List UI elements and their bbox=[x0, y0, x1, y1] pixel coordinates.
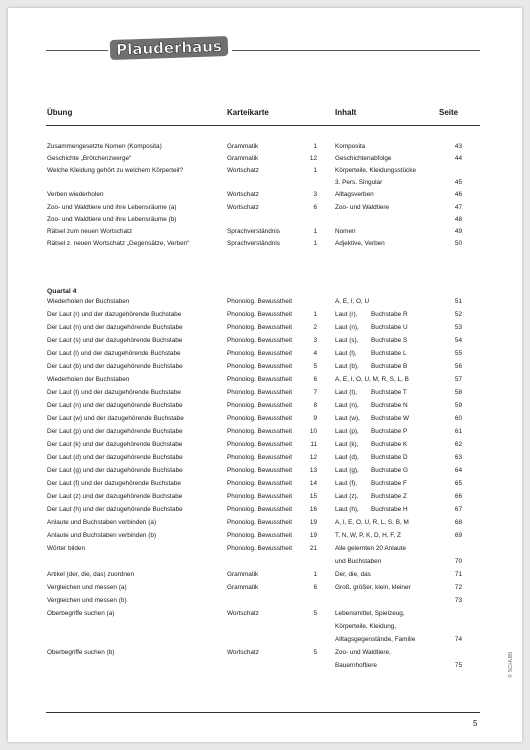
table-row bbox=[8, 177, 522, 189]
content-cell: Laut (l), bbox=[335, 350, 357, 357]
header-rule-left bbox=[46, 50, 108, 51]
table-row bbox=[8, 238, 522, 250]
card-number-cell: 5 bbox=[313, 649, 317, 656]
page-cell: 51 bbox=[454, 298, 462, 305]
section-heading-quartal: Quartal 4 bbox=[47, 288, 77, 295]
exercise-cell: Oberbegriffe suchen (b) bbox=[47, 649, 115, 656]
content-letter-cell: Buchstabe Z bbox=[371, 493, 407, 500]
exercise-cell: Der Laut (p) und der dazugehörende Buchstabe bbox=[47, 428, 183, 435]
content-cell: A, E, I, O, U bbox=[335, 298, 370, 305]
page-cell: 73 bbox=[454, 597, 462, 604]
table-row bbox=[8, 348, 522, 360]
page-cell: 52 bbox=[454, 311, 462, 318]
exercise-cell: Anlaute und Buchstaben verbinden (a) bbox=[47, 519, 157, 526]
page-cell: 46 bbox=[454, 191, 462, 199]
content-cell: A, I, E, O, U, R, L, S, B, M bbox=[335, 519, 409, 526]
exercise-cell: Der Laut (r) und der dazugehörende Buchstabe bbox=[47, 311, 182, 318]
table-row bbox=[8, 426, 522, 438]
card-number-cell: 10 bbox=[309, 428, 317, 435]
content-cell: Laut (b), bbox=[335, 363, 359, 370]
content-cell: Laut (z), bbox=[335, 493, 359, 500]
card-cell: Phonolog. Bewusstheit bbox=[227, 441, 293, 448]
content-cell: T, N, W, P, K, D, H, F, Z bbox=[335, 532, 401, 539]
content-cell: Laut (t), bbox=[335, 389, 358, 396]
page-cell: 50 bbox=[454, 239, 462, 247]
table-row bbox=[8, 322, 522, 334]
document-page bbox=[8, 8, 522, 742]
content-letter-cell: Buchstabe G bbox=[371, 467, 408, 474]
content-cell: Alltagsgegenstände, Familie bbox=[335, 636, 416, 643]
header-divider bbox=[46, 125, 480, 126]
card-cell: Phonolog. Bewusstheit bbox=[227, 337, 293, 344]
content-cell: Groß, größer, klein, kleiner bbox=[335, 584, 411, 591]
card-number-cell: 1 bbox=[313, 143, 317, 150]
exercise-cell: Geschichte „Brötchenzwerge“ bbox=[47, 155, 132, 163]
card-cell: Grammatik bbox=[227, 155, 259, 163]
page-cell: 59 bbox=[454, 402, 462, 409]
table-row bbox=[8, 141, 522, 153]
card-cell: Phonolog. Bewusstheit bbox=[227, 519, 293, 526]
exercise-cell: Der Laut (w) und der dazugehörende Buchstabe bbox=[47, 415, 184, 422]
page-cell: 64 bbox=[454, 467, 462, 474]
page-cell: 71 bbox=[454, 571, 462, 578]
card-number-cell: 2 bbox=[313, 324, 317, 331]
table-row bbox=[8, 214, 522, 226]
table-row bbox=[8, 387, 522, 399]
page-cell: 75 bbox=[454, 662, 462, 669]
card-cell: Phonolog. Bewusstheit bbox=[227, 428, 293, 435]
card-cell: Grammatik bbox=[227, 143, 259, 150]
content-letter-cell: Buchstabe P bbox=[371, 428, 408, 435]
exercise-cell: Der Laut (n) und der dazugehörende Buchstabe bbox=[47, 324, 183, 331]
table-row bbox=[8, 361, 522, 373]
page-cell: 65 bbox=[454, 480, 462, 487]
card-number-cell: 6 bbox=[313, 376, 317, 383]
card-number-cell: 7 bbox=[313, 389, 317, 396]
content-cell: Laut (d), bbox=[335, 454, 359, 461]
exercise-cell: Artikel (der, die, das) zuordnen bbox=[47, 571, 135, 578]
table-row bbox=[8, 647, 522, 659]
page-cell: 69 bbox=[454, 532, 462, 539]
card-cell: Phonolog. Bewusstheit bbox=[227, 363, 293, 370]
page-cell: 74 bbox=[454, 636, 462, 643]
table-row bbox=[8, 439, 522, 451]
exercise-cell: Verben wiederholen bbox=[47, 191, 104, 199]
table-row bbox=[8, 491, 522, 503]
content-cell: Zoo- und Waldtiere, bbox=[335, 649, 391, 656]
exercise-cell: Wiederholen der Buchstaben bbox=[47, 298, 130, 305]
page-cell: 63 bbox=[454, 454, 462, 461]
page-cell: 72 bbox=[454, 584, 462, 591]
content-cell: Laut (k), bbox=[335, 441, 359, 448]
content-cell: Laut (n), bbox=[335, 324, 359, 331]
card-cell: Wortschatz bbox=[227, 203, 259, 211]
header-rule-right bbox=[232, 50, 480, 51]
card-number-cell: 8 bbox=[313, 402, 317, 409]
content-cell: Geschichtenabfolge bbox=[335, 155, 392, 163]
card-number-cell: 4 bbox=[313, 350, 317, 357]
card-cell: Phonolog. Bewusstheit bbox=[227, 376, 293, 383]
col-header-page: Seite bbox=[439, 108, 459, 117]
card-cell: Phonolog. Bewusstheit bbox=[227, 311, 293, 318]
content-cell: Der, die, das bbox=[335, 571, 371, 578]
table-row bbox=[8, 569, 522, 581]
page-cell: 54 bbox=[454, 337, 462, 344]
content-letter-cell: Buchstabe S bbox=[371, 337, 408, 344]
content-letter-cell: Buchstabe U bbox=[371, 324, 408, 331]
card-cell: Phonolog. Bewusstheit bbox=[227, 350, 293, 357]
content-cell: Laut (s), bbox=[335, 337, 359, 344]
col-header-exercise: Übung bbox=[47, 108, 73, 117]
card-number-cell: 12 bbox=[309, 454, 317, 461]
content-cell: Bauernhoftiere bbox=[335, 662, 377, 669]
exercise-cell: Der Laut (s) und der dazugehörende Buchstabe bbox=[47, 337, 183, 344]
content-cell: Zoo- und Waldtiere bbox=[335, 203, 390, 211]
card-number-cell: 1 bbox=[313, 311, 317, 318]
card-number-cell: 6 bbox=[313, 203, 317, 211]
card-number-cell: 12 bbox=[309, 155, 317, 163]
table-row bbox=[8, 517, 522, 529]
exercise-cell: Vergleichen und messen (a) bbox=[47, 584, 127, 591]
exercise-cell: Wiederholen der Buchstaben bbox=[47, 376, 130, 383]
table-row bbox=[8, 543, 522, 555]
table-row bbox=[8, 452, 522, 464]
exercise-cell: Wörter bilden bbox=[47, 545, 86, 552]
content-cell: Körperteile, Kleidung, bbox=[335, 623, 397, 630]
page-cell: 66 bbox=[454, 493, 462, 500]
card-number-cell: 3 bbox=[313, 337, 317, 344]
content-cell: Laut (w), bbox=[335, 415, 360, 422]
table-row bbox=[8, 165, 522, 177]
exercise-cell: Der Laut (h) und der dazugehörende Buchstabe bbox=[47, 506, 183, 513]
exercise-cell: Der Laut (g) und der dazugehörende Buchstabe bbox=[47, 467, 183, 474]
card-cell: Phonolog. Bewusstheit bbox=[227, 467, 293, 474]
page-number: 5 bbox=[473, 719, 478, 728]
card-number-cell: 6 bbox=[313, 584, 317, 591]
page-cell: 58 bbox=[454, 389, 462, 396]
card-number-cell: 1 bbox=[313, 227, 317, 235]
card-cell: Phonolog. Bewusstheit bbox=[227, 480, 293, 487]
table-row bbox=[8, 595, 522, 607]
exercise-cell: Der Laut (k) und der dazugehörende Buchstabe bbox=[47, 441, 183, 448]
page-cell: 62 bbox=[454, 441, 462, 448]
exercise-cell: Welche Kleidung gehört zu welchem Körperteil? bbox=[47, 167, 183, 175]
card-number-cell: 11 bbox=[310, 441, 317, 448]
card-number-cell: 5 bbox=[313, 610, 317, 617]
card-number-cell: 3 bbox=[313, 191, 317, 199]
card-cell: Phonolog. Bewusstheit bbox=[227, 298, 293, 305]
card-cell: Phonolog. Bewusstheit bbox=[227, 324, 293, 331]
content-letter-cell: Buchstabe F bbox=[371, 480, 407, 487]
card-cell: Wortschatz bbox=[227, 191, 259, 199]
content-letter-cell: Buchstabe K bbox=[371, 441, 408, 448]
table-row bbox=[8, 530, 522, 542]
page-cell: 56 bbox=[454, 363, 462, 370]
page-cell: 57 bbox=[454, 376, 462, 383]
content-cell: und Buchstaben bbox=[335, 558, 382, 565]
content-letter-cell: Buchstabe D bbox=[371, 454, 408, 461]
content-cell: Nomen bbox=[335, 227, 356, 235]
content-letter-cell: Buchstabe B bbox=[371, 363, 408, 370]
table-row bbox=[8, 296, 522, 308]
exercise-cell: Der Laut (b) und der dazugehörende Buchstabe bbox=[47, 363, 183, 370]
exercise-cell: Rätsel zum neuen Wortschatz bbox=[47, 227, 133, 235]
page-cell: 61 bbox=[454, 428, 462, 435]
exercise-cell: Der Laut (l) und der dazugehörende Buchstabe bbox=[47, 350, 181, 357]
table-row bbox=[8, 335, 522, 347]
table-row bbox=[8, 634, 522, 646]
card-number-cell: 1 bbox=[313, 239, 317, 247]
card-number-cell: 19 bbox=[309, 532, 317, 539]
card-number-cell: 15 bbox=[309, 493, 317, 500]
page-cell: 43 bbox=[454, 143, 462, 150]
content-letter-cell: Buchstabe L bbox=[371, 350, 407, 357]
card-number-cell: 1 bbox=[313, 167, 317, 175]
content-cell: Laut (h), bbox=[335, 506, 359, 513]
table-row bbox=[8, 478, 522, 490]
card-cell: Sprachverständnis bbox=[227, 227, 280, 235]
content-letter-cell: Buchstabe T bbox=[371, 389, 407, 396]
card-number-cell: 21 bbox=[309, 545, 317, 552]
card-cell: Grammatik bbox=[227, 584, 259, 591]
content-letter-cell: Buchstabe H bbox=[371, 506, 408, 513]
exercise-cell: Vergleichen und messen (b) bbox=[47, 597, 127, 604]
card-number-cell: 19 bbox=[309, 519, 317, 526]
exercise-cell: Zusammengesetzte Nomen (Komposita) bbox=[47, 143, 162, 150]
card-cell: Phonolog. Bewusstheit bbox=[227, 389, 293, 396]
card-number-cell: 16 bbox=[309, 506, 317, 513]
card-number-cell: 5 bbox=[313, 363, 317, 370]
content-letter-cell: Buchstabe N bbox=[371, 402, 408, 409]
page-cell: 68 bbox=[454, 519, 462, 526]
content-cell: Laut (p), bbox=[335, 428, 359, 435]
exercise-cell: Der Laut (n) und der dazugehörende Buchstabe bbox=[47, 402, 183, 409]
page-cell: 48 bbox=[454, 215, 462, 223]
card-cell: Phonolog. Bewusstheit bbox=[227, 415, 293, 422]
table-row bbox=[8, 621, 522, 633]
table-row bbox=[8, 608, 522, 620]
svg-text:Plauderhaus: Plauderhaus bbox=[115, 37, 223, 59]
content-cell: Laut (n), bbox=[335, 402, 359, 409]
card-cell: Phonolog. Bewusstheit bbox=[227, 454, 293, 461]
table-row bbox=[8, 556, 522, 568]
card-cell: Phonolog. Bewusstheit bbox=[227, 532, 293, 539]
card-cell: Phonolog. Bewusstheit bbox=[227, 545, 293, 552]
page-cell: 60 bbox=[454, 415, 462, 422]
table-row bbox=[8, 309, 522, 321]
page-cell: 67 bbox=[454, 506, 462, 513]
table-row bbox=[8, 413, 522, 425]
table-row bbox=[8, 582, 522, 594]
exercise-cell: Anlaute und Buchstaben verbinden (b) bbox=[47, 532, 157, 539]
card-number-cell: 13 bbox=[309, 467, 317, 474]
content-cell: Körperteile, Kleidungsstücke bbox=[335, 167, 416, 175]
content-cell: 3. Pers. Singular bbox=[335, 179, 383, 187]
content-cell: Alltagsverben bbox=[335, 191, 374, 199]
page-cell: 47 bbox=[454, 203, 462, 211]
card-cell: Wortschatz bbox=[227, 167, 259, 175]
table-row bbox=[8, 226, 522, 238]
card-cell: Phonolog. Bewusstheit bbox=[227, 493, 293, 500]
content-cell: Laut (f), bbox=[335, 480, 358, 487]
exercise-cell: Rätsel z. neuen Wortschatz „Gegensätze, Verben“ bbox=[47, 239, 190, 247]
exercise-cell: Der Laut (d) und der dazugehörende Buchstabe bbox=[47, 454, 183, 461]
table-row bbox=[8, 153, 522, 165]
card-cell: Wortschatz bbox=[227, 649, 259, 656]
exercise-cell: Zoo- und Waldtiere und ihre Lebensräume (a) bbox=[47, 203, 177, 211]
page-cell: 55 bbox=[454, 350, 462, 357]
content-cell: Alle gelernten 20 Anlaute bbox=[335, 545, 407, 552]
content-cell: A, E, I, O, U, M, R, S, L, B bbox=[335, 376, 409, 383]
page-cell: 49 bbox=[454, 227, 462, 235]
col-header-card: Karteikarte bbox=[227, 108, 269, 117]
content-cell: Adjektive, Verben bbox=[335, 239, 385, 247]
plauderhaus-logo bbox=[109, 35, 229, 61]
content-cell: Laut (r), bbox=[335, 311, 358, 318]
table-row bbox=[8, 189, 522, 201]
table-row bbox=[8, 374, 522, 386]
page-cell: 53 bbox=[454, 324, 462, 331]
page-cell: 44 bbox=[454, 155, 462, 163]
card-cell: Sprachverständnis bbox=[227, 239, 280, 247]
table-row bbox=[8, 504, 522, 516]
exercise-cell: Der Laut (f) und der dazugehörende Buchstabe bbox=[47, 480, 181, 487]
card-number-cell: 1 bbox=[313, 571, 317, 578]
copyright-notice: © SCHUBI bbox=[508, 651, 514, 678]
card-cell: Phonolog. Bewusstheit bbox=[227, 506, 293, 513]
page-cell: 45 bbox=[454, 179, 462, 187]
card-cell: Wortschatz bbox=[227, 610, 259, 617]
content-cell: Komposita bbox=[335, 143, 366, 150]
table-row bbox=[8, 202, 522, 214]
content-cell: Lebensmittel, Spielzeug, bbox=[335, 610, 405, 617]
table-row bbox=[8, 660, 522, 672]
exercise-cell: Zoo- und Waldtiere und ihre Lebensräume (b) bbox=[47, 215, 177, 223]
table-row bbox=[8, 465, 522, 477]
exercise-cell: Der Laut (z) und der dazugehörende Buchstabe bbox=[47, 493, 183, 500]
exercise-cell: Der Laut (t) und der dazugehörende Buchstabe bbox=[47, 389, 181, 396]
col-header-content: Inhalt bbox=[335, 108, 357, 117]
card-cell: Phonolog. Bewusstheit bbox=[227, 402, 293, 409]
exercise-cell: Oberbegriffe suchen (a) bbox=[47, 610, 115, 617]
footer-divider bbox=[46, 712, 480, 713]
table-row bbox=[8, 400, 522, 412]
content-letter-cell: Buchstabe R bbox=[371, 311, 408, 318]
content-cell: Laut (g), bbox=[335, 467, 359, 474]
card-number-cell: 14 bbox=[309, 480, 317, 487]
card-cell: Grammatik bbox=[227, 571, 259, 578]
page-cell: 70 bbox=[454, 558, 462, 565]
card-number-cell: 9 bbox=[313, 415, 317, 422]
content-letter-cell: Buchstabe W bbox=[371, 415, 410, 422]
